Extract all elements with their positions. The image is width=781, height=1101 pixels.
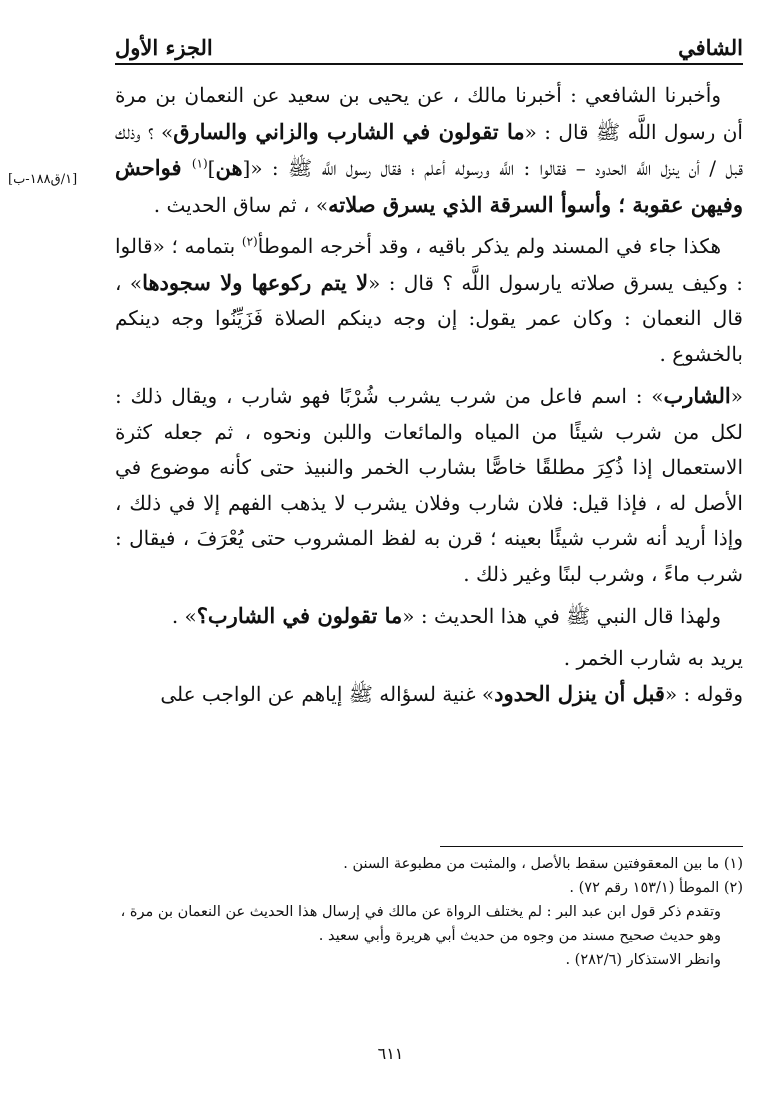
page-number: ٦١١ [377,1044,404,1063]
text-run: » . [171,604,197,628]
text-run: « [730,384,743,408]
paragraph-hadith [115,78,743,223]
manuscript-margin-note: [١/ق١٨٨-ب] [8,172,78,187]
footnote-rule [440,846,743,847]
hadith-quote: ما تقولون في الشارب والزاني والسارق [173,118,525,144]
text-run: » ؟ وذلك قبل / أن ينزل اللَّه الحدود – فقالوا : اللَّه ورسوله أعلم ؛ فقال رسول اللَّه ﷺ : «[ [115,119,743,180]
paragraph-sharib [115,378,743,592]
text-run: وأخبرنا الشافعي : أخبرنا مالك ، عن يحيى بن سعيد عن النعمان بن مرة أن رسول اللَّه ﷺ قال : « [115,83,743,144]
text-run: » ، ثم ساق الحديث . [153,192,329,217]
text-run: هكذا جاء في المسند ولم يذكر باقيه ، وقد أخرجه الموطأ [257,234,721,258]
footnote-ref: (١) [191,156,208,171]
header-volume: الجزء الأول [115,35,213,60]
text-run: » ، قال النعمان : وكان عمر يقول: إن وجه دينكم الصلاة فَزَيِّنُوا وجه دينكم بالخشوع . [115,270,743,366]
main-text [115,78,743,713]
text-run: » غنية لسؤاله ﷺ إياهم عن الواجب على [160,682,495,706]
paragraph-muwatta [115,229,743,372]
footnote-ref: (٢) [241,234,258,249]
footnote-2-reference: وانظر الاستذكار (٢٨٢/٦) . [565,952,721,968]
term-heading: قبل أن ينزل الحدود [494,681,665,706]
running-header [115,26,743,60]
paragraph-prophet-quote [115,598,743,635]
text-run: ] [207,156,216,180]
text-run: وقوله : « [664,682,743,706]
hadith-quote: لا يتم ركوعها ولا سجودها [142,269,369,295]
text-run: » : اسم فاعل من شرب يشرب شُرْبًا فهو شارب ، ويقال ذلك : لكل من شرب شيئًا من المياه والمائعات واللبن ونحوه ، ثم جعله كثرة الاستعمال إذا ذُكِرَ مطلقًا خاصًّا بشارب الخمر والنبيذ حتى كأنه موضوع في الأصل له ، فإذا قيل: فلان شارب وفلان يشرب لا يذهب الفهم إلا في ذلك ، وإذا أريد أنه شرب شيئًا بعينه ؛ قرن به لفظ المشروب حتى يُعْرَفَ ، فيقال : شرب ماءً ، وشرب لبنًا وغير ذلك . [115,384,743,586]
footnotes [115,852,743,972]
footnote-1: (١) ما بين المعقوفتين سقط بالأصل ، والمثبت من مطبوعة السنن . [343,856,743,872]
header-book-title: الشافي [678,35,743,60]
text-run: بتمامه ؛ «قالوا : وكيف يسرق صلاته يارسول اللَّه ؟ قال : « [115,234,743,295]
footnote-2-continuation: وتقدم ذكر قول ابن عبد البر : لم يختلف الرواة عن مالك في إرسال هذا الحديث عن النعمان بن مرة ، وهو حديث صحيح مسند من وجوه من حديث أبي هريرة وأبي سعيد . [120,904,721,944]
footnote-2: (٢) الموطأ (١٥٣/١ رقم ٧٢) . [569,880,743,896]
term-heading: الشارب [663,383,731,408]
hadith-quote: فواحش وفيهن عقوبة ؛ وأسوأ السرقة الذي يسرق صلاته [115,155,743,217]
bracketed-insert: هن [215,155,243,180]
paragraph-meaning: يريد به شارب الخمر . [563,645,743,670]
text-run: ولهذا قال النبي ﷺ في هذا الحديث : « [402,604,721,628]
header-rule [115,63,743,65]
paragraph-hudud [115,676,743,713]
hadith-quote: ما تقولون في الشارب؟ [196,603,403,628]
